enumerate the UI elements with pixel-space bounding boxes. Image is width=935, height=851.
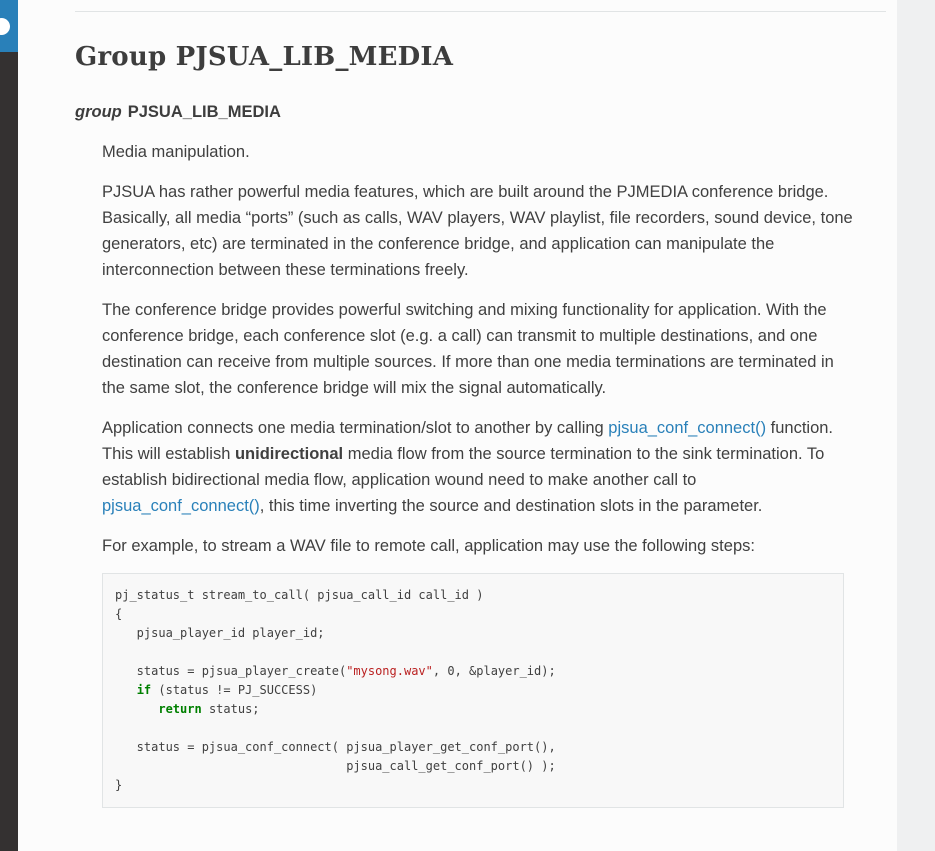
unidirectional-emphasis: unidirectional bbox=[234, 444, 344, 463]
link-pjsua-conf-connect-2[interactable]: pjsua_conf_connect() bbox=[102, 496, 260, 515]
breadcrumb-divider bbox=[75, 11, 886, 12]
code-line: } bbox=[115, 777, 123, 792]
paragraph-connect-segment: Application connects one media termination/slot to another by calling bbox=[102, 418, 609, 437]
page-title: Group PJSUA_LIB_MEDIA bbox=[75, 42, 454, 72]
link-pjsua-conf-connect-1[interactable]: pjsua_conf_connect() bbox=[608, 418, 767, 437]
definition-kind: group bbox=[75, 102, 122, 121]
code-block bbox=[102, 573, 844, 808]
code-line: return status; bbox=[158, 701, 260, 716]
paragraph-connect-segment: media flow from the source termination to the sink termination. To establish bidirectional media flow, application wound need to make another call to bbox=[102, 444, 825, 489]
definition-signature bbox=[75, 103, 897, 122]
code-line: status = pjsua_conf_connect( pjsua_player_get_conf_port(), bbox=[115, 739, 556, 754]
code-line: pjsua_player_id player_id; bbox=[115, 625, 325, 640]
group-definition bbox=[75, 103, 897, 808]
code-line: { bbox=[115, 606, 123, 621]
code-line: pjsua_call_get_conf_port() ); bbox=[115, 758, 556, 773]
definition-name: PJSUA_LIB_MEDIA bbox=[127, 102, 281, 121]
code-line: if (status != PJ_SUCCESS) bbox=[136, 682, 318, 697]
code-line bbox=[115, 719, 831, 738]
code-line: status = pjsua_player_create("mysong.wav", 0, &player_id); bbox=[115, 663, 556, 678]
paragraph-conference-bridge: The conference bridge provides powerful switching and mixing functionality for application. With the conference bridge, each conference slot (e.g. a call) can transmit to multiple destinations, and one destination can receive from multiple sources. If more than one media terminations are terminated in the same slot, the conference bridge will mix the signal automatically. bbox=[102, 300, 834, 397]
definition-body bbox=[102, 139, 854, 808]
paragraph-connect-segment: , this time inverting the source and destination slots in the parameter. bbox=[259, 496, 763, 515]
paragraph-connect bbox=[102, 415, 854, 519]
paragraph-media-features: PJSUA has rather powerful media features, which are built around the PJMEDIA conference bridge. Basically, all media “ports” (such as calls, WAV players, WAV playlist, file recorders, sound device, tone generators, etc) are terminated in the conference bridge, and application can manipulate the interconnection between these terminations freely. bbox=[102, 182, 853, 279]
doc-content bbox=[18, 0, 897, 808]
code-line: pj_status_t stream_to_call( pjsua_call_id call_id ) bbox=[115, 587, 484, 602]
content-right-gutter bbox=[897, 0, 935, 851]
logo-icon bbox=[0, 18, 10, 35]
paragraph-connect-segment: function. This will establish bbox=[102, 418, 834, 463]
paragraph-media-manipulation: Media manipulation. bbox=[102, 142, 250, 161]
paragraph-example-intro: For example, to stream a WAV file to remote call, application may use the following steps: bbox=[102, 536, 755, 555]
code-line bbox=[115, 643, 831, 662]
sidebar-strip bbox=[0, 0, 18, 851]
sidebar-header[interactable] bbox=[0, 0, 18, 52]
